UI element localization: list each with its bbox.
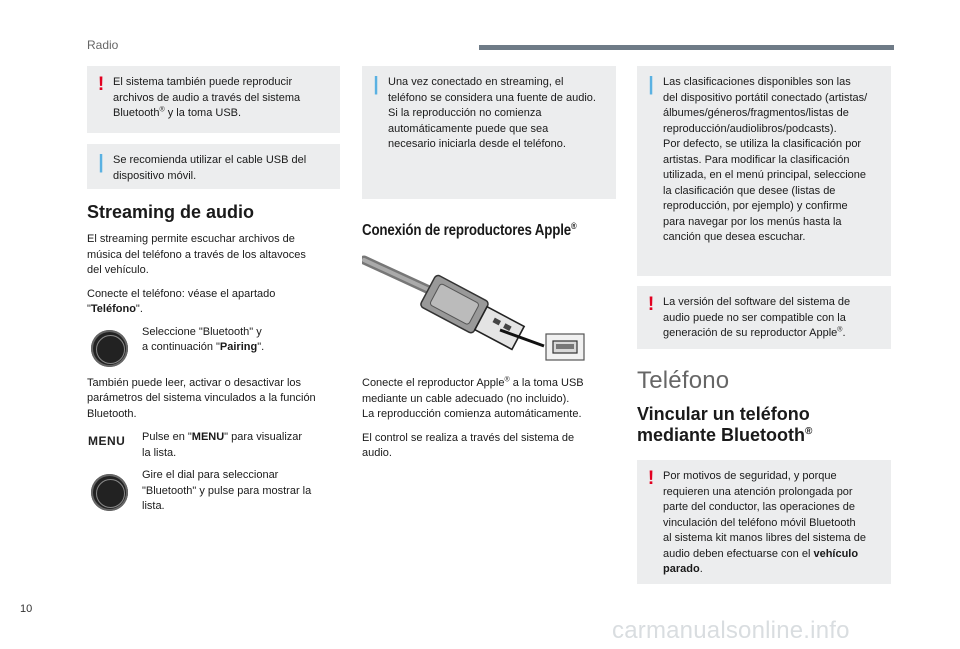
note-text: La versión del software del sistema de audio puede no ser compatible con la generación de su reproductor Apple®.: [663, 296, 851, 339]
icon-slot: [87, 325, 133, 365]
note-bluetooth-audio: [87, 66, 340, 133]
step-select-bluetooth: [87, 325, 340, 365]
paragraph-connect-phone: Conecte el teléfono: véase el apartado "Teléfono".: [87, 287, 276, 315]
exclamation-icon: !: [97, 74, 105, 95]
icon-slot: [87, 430, 133, 470]
watermark: carmanualsonline.info: [612, 617, 850, 644]
note-text: Una vez conectado en streaming, el teléfono se considera una fuente de audio. Si la reproducción no comienza automáticamente puede que sea necesario iniciarla desde el teléfono.: [388, 76, 596, 150]
exclamation-icon: !: [647, 294, 655, 315]
note-text: Se recomienda utilizar el cable USB del dispositivo móvil.: [113, 154, 307, 182]
paragraph-control: El control se realiza a través del sistema de audio.: [362, 431, 575, 459]
menu-button-icon: MENU: [88, 434, 126, 448]
step-press-menu: [87, 430, 340, 466]
usb-port: [546, 334, 584, 360]
usb-cable-illustration: [362, 248, 616, 368]
step-text: Seleccione "Bluetooth" y a continuación "Pairing".: [142, 325, 265, 353]
note-software-version: [637, 286, 891, 349]
exclamation-icon: !: [647, 468, 655, 489]
note-usb-cable: [87, 144, 340, 189]
note-streaming-source: [362, 66, 616, 199]
note-safety-pairing: [637, 460, 891, 584]
column-3: [637, 66, 891, 584]
paragraph-bluetooth-params: También puede leer, activar o desactivar los parámetros del sistema vinculados a la función Bluetooth.: [87, 376, 316, 420]
note-text: Por motivos de seguridad, y porque requieren una atención prolongada por parte del conductor, las operaciones de vinculación del teléfono móvil Bluetooth al sistema kit manos libres del sistema de audio deben efectuarse con el vehículo parado.: [663, 470, 866, 575]
rotary-dial-icon: [91, 330, 128, 367]
info-bar-icon: |: [98, 152, 104, 173]
note-text: El sistema también puede reproducir archivos de audio a través del sistema Bluetooth® y la toma USB.: [113, 76, 301, 119]
paragraph-connect-apple: Conecte el reproductor Apple® a la toma USB mediante un cable adecuado (no incluido). La reproducción comienza automáticamente.: [362, 376, 584, 420]
paragraph-streaming-intro: El streaming permite escuchar archivos de música del teléfono a través de los altavoces del vehículo.: [87, 233, 306, 276]
step-text: Gire el dial para seleccionar "Bluetooth" y pulse para mostrar la lista.: [142, 469, 312, 512]
section-label: Radio: [87, 38, 119, 52]
usb-plug: [420, 274, 527, 354]
section-title-telefono: Teléfono: [637, 367, 730, 394]
column-2: [362, 66, 616, 462]
page-number: 10: [20, 603, 33, 615]
rotary-dial-icon: [91, 474, 128, 511]
note-text: Las clasificaciones disponibles son las del dispositivo portátil conectado (artistas/ álbumes/géneros/fragmentos/listas de reproducción/audiolibros/podcasts). Por defecto, se utiliza la clasificación por artistas. Para modificar la clasificación utilizada, en el menú principal, seleccione la clasificación que desee (listas de reproducción, por ejemplo) y confirme para navegar por los menús hasta la canción que desea escuchar.: [663, 76, 868, 243]
note-classifications: [637, 66, 891, 276]
header-bar: [479, 45, 894, 50]
step-text: Pulse en "MENU" para visualizar la lista.: [142, 431, 303, 459]
column-1: [87, 66, 340, 516]
heading-pair-phone: Vincular un teléfono mediante Bluetooth®: [637, 404, 813, 445]
info-bar-icon: |: [373, 74, 379, 95]
heading-apple-connection: Conexión de reproductores Apple®: [362, 220, 577, 239]
heading-streaming-audio: Streaming de audio: [87, 202, 255, 222]
step-turn-dial: [87, 468, 340, 516]
info-bar-icon: |: [648, 74, 654, 95]
icon-slot: [87, 468, 133, 508]
